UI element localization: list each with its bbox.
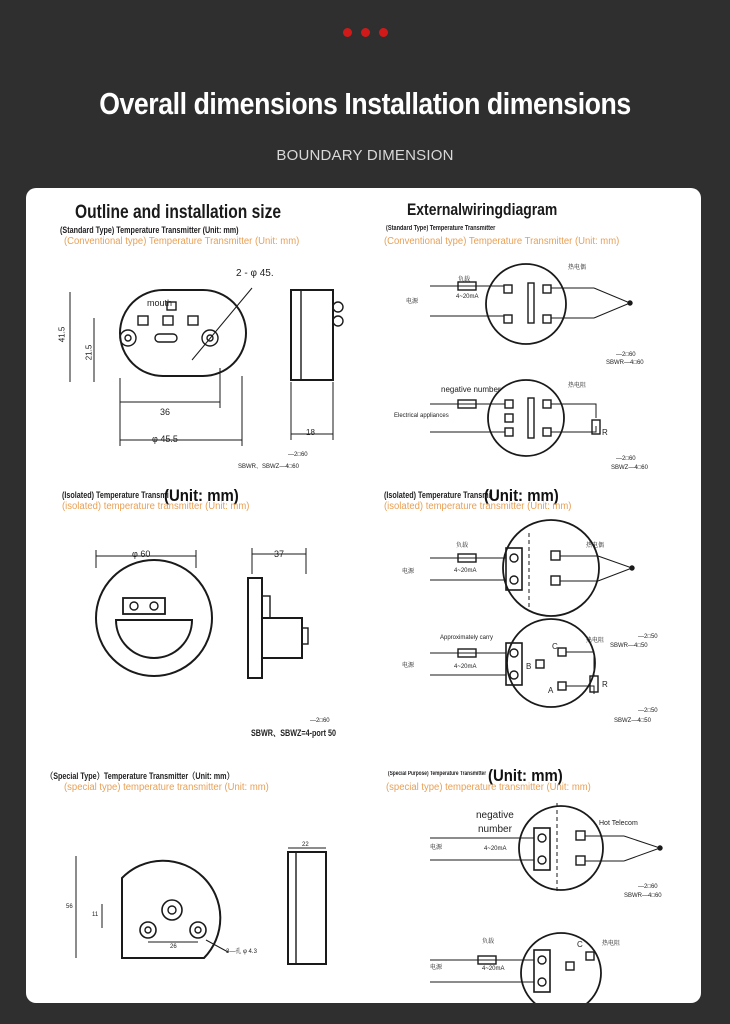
dim-diameter: φ 45.5 [152, 434, 178, 444]
isolated-outline-caption-cn: (isolated) temperature transmitter (Unit: mm) [62, 501, 250, 512]
dim-26: 26 [170, 944, 177, 950]
outline-model-b: SBWR、SBWZ—4□60 [238, 464, 299, 470]
electrical-label: Electrical appliances [394, 413, 449, 419]
sp-model-b: SBWR—4□60 [624, 893, 662, 899]
r-label: R [602, 428, 608, 437]
approx-carry-label: Approximately carry [440, 635, 494, 641]
dot [379, 28, 388, 37]
wiring-heading: Externalwiringdiagram [407, 200, 558, 219]
dim-60: φ 60 [132, 549, 151, 559]
isolated-outline-unit: (Unit: mm) [164, 486, 239, 505]
special-wiring-unit: (Unit: mm) [488, 766, 563, 785]
dim-36: 36 [160, 407, 171, 417]
sp-current-label-2: 4~20mA [482, 966, 505, 972]
sp-rtd-label: 热电阻 [602, 941, 621, 947]
isolated-wiring-caption: (Isolated) Temperature Transmi [384, 490, 491, 500]
wiring-model-b2: SBWZ—4□60 [611, 465, 648, 471]
dim-22: 22 [302, 842, 309, 848]
load-label: 负载 [458, 277, 471, 283]
negative-number-label: negative number [441, 385, 501, 394]
special-outline-caption-cn: (special type) temperature transmitter (Unit: mm) [64, 782, 269, 793]
iso-model-a2: —2□50 [638, 708, 658, 714]
special-outline-drawing [76, 848, 326, 964]
c-label: C [552, 642, 558, 651]
iso-power-label: 电源 [402, 569, 415, 575]
iso-rtd-label: 热电阻 [586, 638, 605, 644]
decorative-dots [0, 28, 730, 37]
iso-thermocouple-label: 热电偶 [586, 543, 605, 549]
hole-label: 2 - φ 45. [236, 268, 274, 279]
wiring-model-a2: —2□60 [616, 456, 636, 462]
dim-inner: 21.5 [84, 344, 94, 361]
sp-model-a: —2□60 [638, 884, 658, 890]
dim-depth: 18 [306, 428, 315, 437]
number-label: number [478, 824, 512, 835]
outline-caption: (Standard Type) Temperature Transmitter (Unit: mm) [60, 225, 239, 235]
iso-model-a1: —2□50 [638, 634, 658, 640]
dimension-drawings [26, 188, 701, 1003]
outline-model-a: —2□60 [288, 452, 308, 458]
page-subtitle: BOUNDARY DIMENSION [276, 147, 454, 164]
sp-c-label: C [577, 940, 583, 949]
iso-power-label-2: 电源 [402, 663, 415, 669]
power-label: 电源 [406, 299, 419, 305]
isolated-model-b: SBWR、SBWZ=4-port 50 [251, 728, 337, 738]
page-title: Overall dimensions Installation dimensions [99, 86, 631, 121]
dot [343, 28, 352, 37]
dim-height: 41.5 [57, 326, 67, 343]
iso-load-label: 负载 [456, 543, 469, 549]
a-label: A [548, 686, 554, 695]
special-wiring-caption-cn: (special type) temperature transmitter (Unit: mm) [386, 782, 591, 793]
dim-37: 37 [274, 549, 285, 559]
rtd-label: 热电阻 [568, 383, 587, 389]
special-wiring-drawing [430, 803, 662, 1003]
iso-r-label: R [602, 680, 608, 689]
sp-current-label: 4~20mA [484, 846, 507, 852]
sp-power-label: 电源 [430, 845, 443, 851]
mouth-label: mouth [147, 298, 173, 308]
standard-outline-drawing [70, 288, 343, 446]
special-outline-caption: （Special Type）Temperature Transmitter（Unit: mm） [46, 771, 234, 781]
outline-caption-cn: (Conventional type) Temperature Transmitter (Unit: mm) [64, 236, 300, 247]
negative-label: negative [476, 810, 514, 821]
dimension-card [26, 188, 701, 1003]
dot [361, 28, 370, 37]
iso-model-b1: SBWR—4□50 [610, 643, 648, 649]
isolated-outline-drawing [96, 548, 308, 678]
isolated-model-a: —2□60 [310, 718, 330, 724]
iso-current-label: 4~20mA [454, 568, 477, 574]
iso-current-label-2: 4~20mA [454, 664, 477, 670]
b-label: B [526, 662, 532, 671]
outline-heading: Outline and installation size [75, 202, 282, 223]
hot-telecom-label: Hot Telecom [599, 820, 638, 827]
current-label: 4~20mA [456, 294, 479, 300]
thermocouple-label: 热电偶 [568, 265, 587, 271]
iso-model-b2: SBWZ—4□50 [614, 718, 651, 724]
dim-56: 56 [66, 904, 73, 910]
sp-power-label-2: 电源 [430, 965, 443, 971]
wiring-caption-cn: (Conventional type) Temperature Transmitter (Unit: mm) [384, 236, 620, 247]
isolated-wiring-unit: (Unit: mm) [484, 486, 559, 505]
dim-11: 11 [92, 912, 99, 918]
wiring-model-a1: —2□60 [616, 352, 636, 358]
isolated-wiring-caption-cn: (isolated) temperature transmitter (Unit: mm) [384, 501, 572, 512]
holes-label: 3—孔 φ 4.3 [226, 949, 257, 955]
sp-load-label: 负载 [482, 939, 495, 945]
wiring-caption: (Standard Type) Temperature Transmitter [386, 225, 496, 232]
wiring-model-b1: SBWR—4□60 [606, 360, 644, 366]
special-wiring-caption: (Special Purpose) Temperature Transmitter [388, 771, 487, 777]
isolated-outline-caption: (Isolated) Temperature Transmi [62, 490, 169, 500]
